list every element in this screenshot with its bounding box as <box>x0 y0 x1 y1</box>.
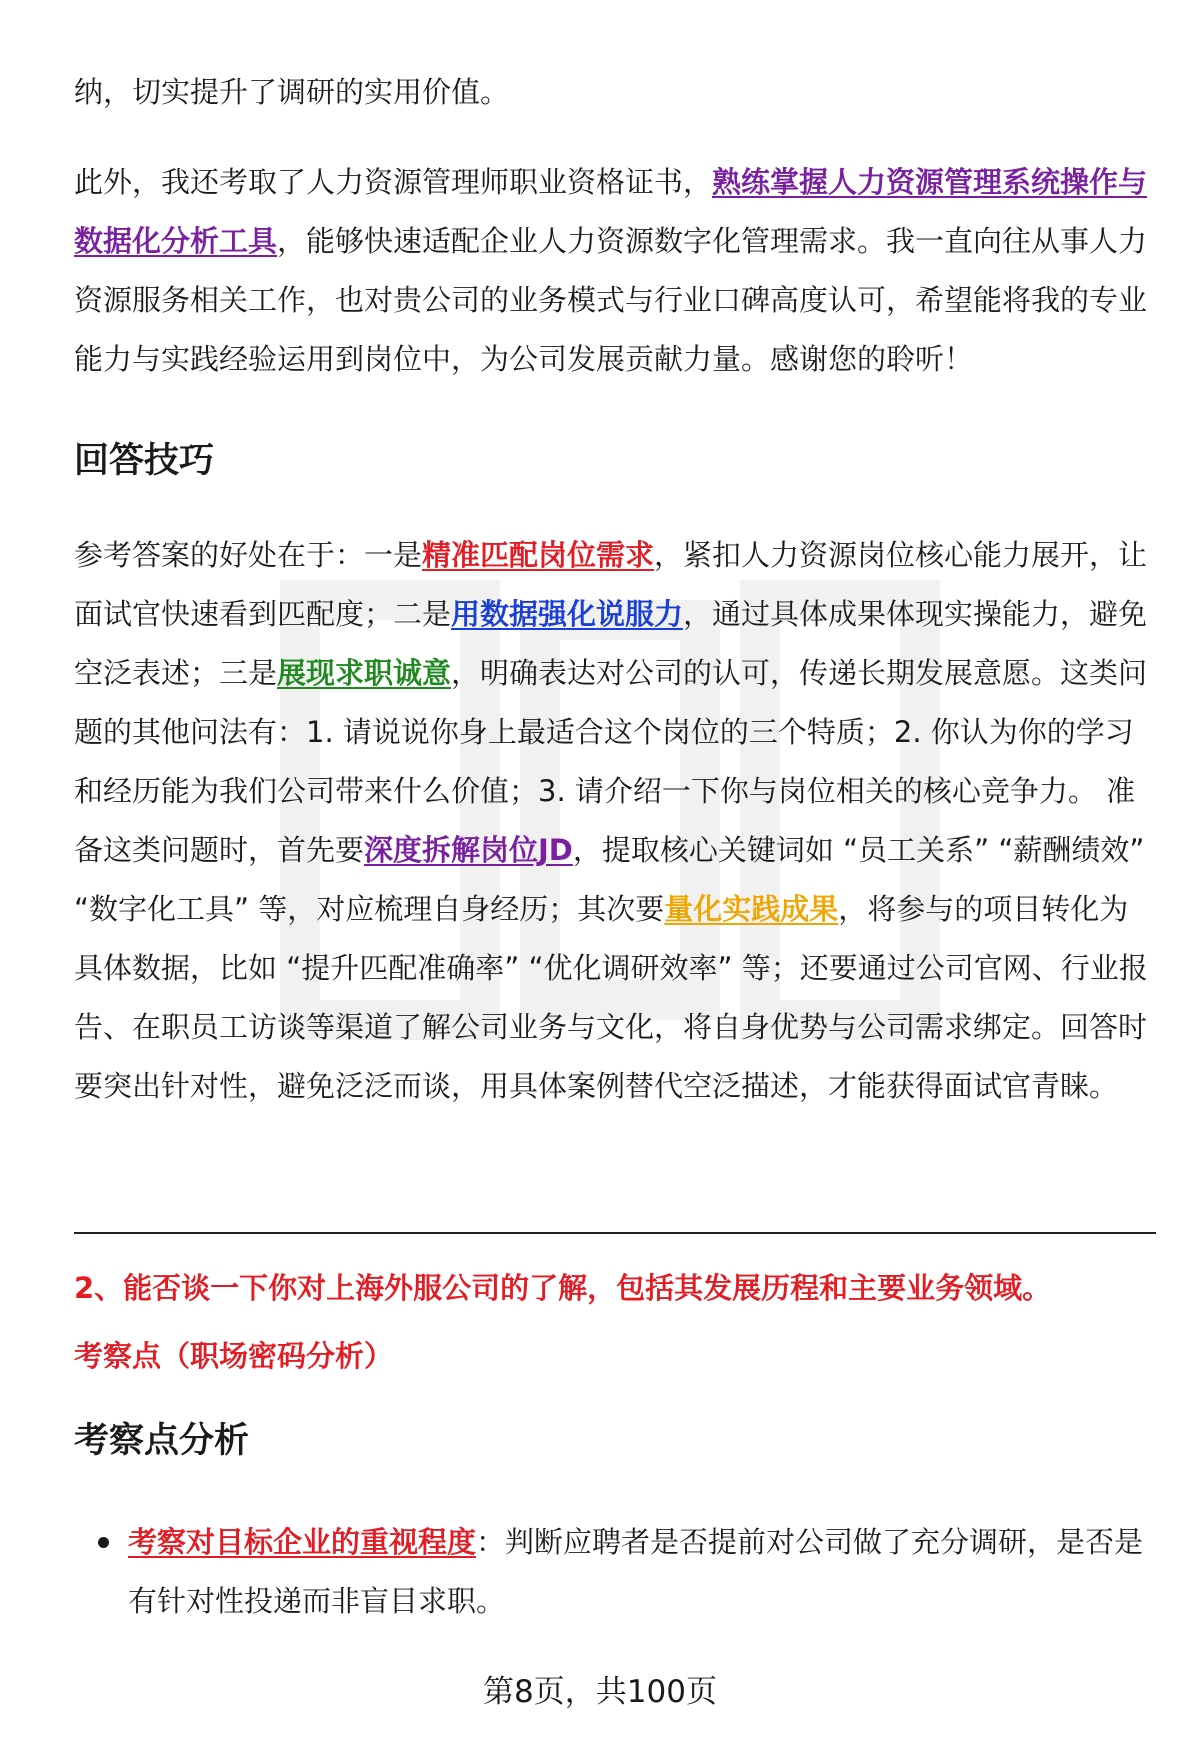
tips-text-2: ，紧扣人力资源岗位核心能力展开，让面试官快速看到匹配度；二是 <box>74 538 1148 631</box>
question-2-subtitle: 考察点（职场密码分析） <box>74 1339 394 1373</box>
para2-text-before: 此外，我还考取了人力资源管理师职业资格证书， <box>74 165 713 199</box>
para2-highlight: 熟练掌握人力资源管理系统操作与数据化分析工具 <box>74 165 1148 258</box>
tips-text-6: ，将参与的项目转化为具体数据，比如 “提升匹配准确率” “优化调研效率” 等；还要通过公司官网、行业报告、在职员工访谈等渠道了解公司业务与文化，将自身优势与公司需求绑定。回答时要突出针对性，避免泛泛而谈，用具体案例替代空泛描述，才能获得面试官青睐。 <box>74 892 1148 1103</box>
self-intro-paragraph <box>74 153 1154 389</box>
bullet-1-body: ：判断应聘者是否提前对公司做了充分调研，是否是有针对性投递而非盲目求职。 <box>128 1525 1144 1618</box>
bullet-1-highlight: 考察对目标企业的重视程度 <box>128 1525 477 1559</box>
para2-text-after: ，能够快速适配企业人力资源数字化管理需求。我一直向往从事人力资源服务相关工作，也对贵公司的业务模式与行业口碑高度认可，希望能将我的专业能力与实践经验运用到岗位中，为公司发展贡献力量。感谢您的聆听！ <box>74 224 1148 376</box>
section-divider <box>74 1232 1156 1234</box>
bullet-dot-icon <box>98 1537 109 1548</box>
tips-highlight-3: 展现求职诚意 <box>277 656 452 690</box>
tips-text-1: 参考答案的好处在于：一是 <box>74 538 423 572</box>
tips-text-3: ，通过具体成果体现实操能力，避免空泛表述；三是 <box>74 597 1148 690</box>
heading-answer-tips: 回答技巧 <box>74 441 215 481</box>
tips-text-5: ，提取核心关键词如 “员工关系” “薪酬绩效” “数字化工具” 等，对应梳理自身经历；其次要 <box>74 833 1145 926</box>
page-footer: 第8页，共100页 <box>483 1674 717 1710</box>
tips-text-4: ，明确表达对公司的认可，传递长期发展意愿。这类问题的其他问法有：1. 请说说你身上最适合这个岗位的三个特质；2. 你认为你的学习和经历能为我们公司带来什么价值；3. 请介绍一下你与岗位相关的核心竞争力。 准备这类问题时，首先要 <box>74 656 1148 867</box>
tips-highlight-1: 精准匹配岗位需求 <box>422 538 655 572</box>
tips-highlight-4: 深度拆解岗位JD <box>364 833 573 867</box>
tips-highlight-5: 量化实践成果 <box>664 892 839 926</box>
tips-paragraph <box>74 526 1154 1116</box>
question-2: 2、能否谈一下你对上海外服公司的了解，包括其发展历程和主要业务领域。 <box>74 1271 1052 1305</box>
tips-highlight-2: 用数据强化说服力 <box>451 597 684 631</box>
bullet-1-text <box>128 1513 1156 1631</box>
heading-analysis: 考察点分析 <box>74 1421 250 1461</box>
intro-line: 纳，切实提升了调研的实用价值。 <box>74 75 510 109</box>
